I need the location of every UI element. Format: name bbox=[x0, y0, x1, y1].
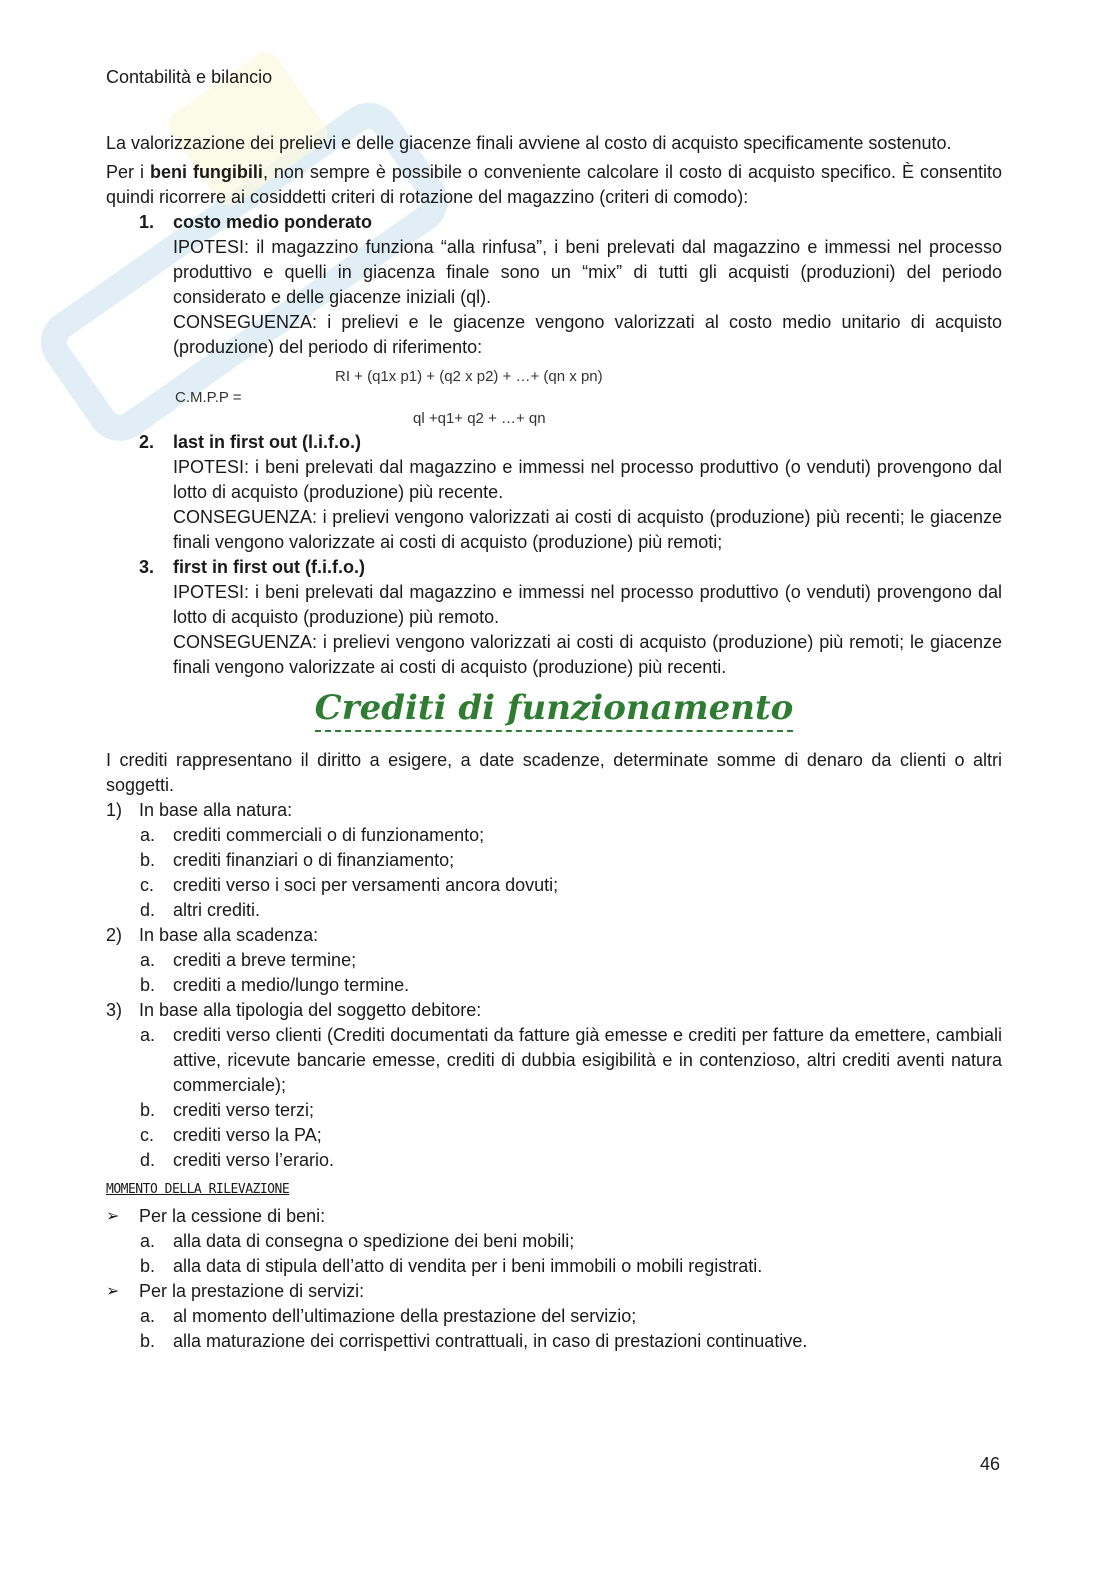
list-item: b. crediti finanziari o di finanziamento; bbox=[140, 850, 455, 870]
criterion-ipotesi: IPOTESI: il magazzino funziona “alla rinfusa”, i beni prelevati dal magazzino e immessi nel processo produttivo e quelli in giacenza finale sono un “mix” di tutti gli acquisti (produzioni) del periodo considerato e delle giacenze iniziali (ql). bbox=[173, 237, 1002, 307]
criterion-item: 1. costo medio ponderato IPOTESI: il magazzino funziona “alla rinfusa”, i beni prelevati dal magazzino e immessi nel processo produttivo e quelli in giacenza finale sono un “mix” di tutti gli acquisti (produzioni) del periodo considerato e delle giacenze iniziali (ql). CONSEGUENZA: i prelievi e le giacenze vengono valorizzati al costo medio unitario di acquisto (produzione) del periodo di riferimento: bbox=[106, 210, 1002, 360]
formula-label: C.M.P.P = bbox=[175, 389, 242, 406]
list-item: d. crediti verso l’erario. bbox=[140, 1150, 335, 1170]
list-item: a. alla data di consegna o spedizione dei beni mobili; bbox=[140, 1231, 575, 1251]
momento-heading: MOMENTO DELLA RILEVAZIONE bbox=[106, 1182, 290, 1197]
crediti-intro: I crediti rappresentano il diritto a esigere, a date scadenze, determinate somme di denaro da clienti o altri soggetti. bbox=[106, 750, 1002, 795]
section-title-wrap bbox=[106, 688, 1002, 738]
formula-numerator: RI + (q1x p1) + (q2 x p2) + …+ (qn x pn) bbox=[335, 368, 603, 385]
list-item: a. crediti commerciali o di funzionamento; bbox=[140, 825, 485, 845]
list-item: b. crediti a medio/lungo termine. bbox=[140, 975, 410, 995]
momento-item: ➢ Per la cessione di beni: bbox=[106, 1204, 1002, 1229]
classification-item: 1) In base alla natura: bbox=[106, 800, 293, 820]
list-item: b. crediti verso terzi; bbox=[140, 1100, 315, 1120]
momento-item: ➢ Per la prestazione di servizi: bbox=[106, 1279, 1002, 1304]
intro-paragraph-2: Per i beni fungibili, non sempre è possibile o conveniente calcolare il costo di acquisto specifico. È consentito quindi ricorrere ai cosiddetti criteri di rotazione del magazzino (criteri di comodo): bbox=[106, 162, 1003, 207]
criterion-conseguenza: CONSEGUENZA: i prelievi vengono valorizzati ai costi di acquisto (produzione) più recenti; le giacenze finali vengono valorizzate ai costi di acquisto (produzione) più remoti; bbox=[173, 507, 1002, 552]
criterion-ipotesi: IPOTESI: i beni prelevati dal magazzino e immessi nel processo produttivo (o venduti) provengono dal lotto di acquisto (produzione) più remoto. bbox=[173, 582, 1002, 627]
criterion-item: 2. last in first out (l.i.f.o.) IPOTESI: i beni prelevati dal magazzino e immessi nel processo produttivo (o venduti) provengono dal lotto di acquisto (produzione) più recente. CONSEGUENZA: i prelievi vengono valorizzati ai costi di acquisto (produzione) più recenti; le giacenze finali vengono valorizzate ai costi di acquisto (produzione) più remoti; bbox=[106, 430, 1002, 555]
classification-item: 2) In base alla scadenza: bbox=[106, 925, 319, 945]
list-item: d. altri crediti. bbox=[140, 900, 261, 920]
criterion-title: costo medio ponderato bbox=[173, 212, 373, 232]
list-item: b. alla maturazione dei corrispettivi contrattuali, in caso di prestazioni continuative. bbox=[140, 1331, 808, 1351]
list-item: a. crediti a breve termine; bbox=[140, 950, 357, 970]
list-item: c. crediti verso i soci per versamenti ancora dovuti; bbox=[140, 875, 559, 895]
momento-list bbox=[106, 1204, 1002, 1354]
criterion-title: first in first out (f.i.f.o.) bbox=[173, 557, 365, 577]
list-item: a. al momento dell’ultimazione della prestazione del servizio; bbox=[140, 1306, 637, 1326]
page-content bbox=[106, 131, 1002, 1354]
page-number: 46 bbox=[980, 1454, 1001, 1474]
list-item: c. crediti verso la PA; bbox=[140, 1125, 322, 1145]
list-item: a. crediti verso clienti (Crediti documentati da fatture già emesse e crediti per fatture da emettere, cambiali attive, ricevute bancarie emesse, crediti di dubbia esigibilità e in contenzioso, altri crediti aventi natura commerciale); bbox=[140, 1025, 1002, 1095]
criteria-list bbox=[106, 210, 1002, 680]
criterion-title: last in first out (l.i.f.o.) bbox=[173, 432, 361, 452]
page-header: Contabilità e bilancio bbox=[106, 67, 273, 87]
list-item: b. alla data di stipula dell’atto di vendita per i beni immobili o mobili registrati. bbox=[140, 1256, 763, 1276]
formula-denominator: ql +q1+ q2 + …+ qn bbox=[413, 410, 546, 427]
criterion-conseguenza: CONSEGUENZA: i prelievi vengono valorizzati ai costi di acquisto (produzione) più remoti; le giacenze finali vengono valorizzate ai costi di acquisto (produzione) più recenti. bbox=[173, 632, 1002, 677]
criterion-item: 3. first in first out (f.i.f.o.) IPOTESI: i beni prelevati dal magazzino e immessi nel processo produttivo (o venduti) provengono dal lotto di acquisto (produzione) più remoto. CONSEGUENZA: i prelievi vengono valorizzati ai costi di acquisto (produzione) più remoti; le giacenze finali vengono valorizzate ai costi di acquisto (produzione) più recenti. bbox=[106, 555, 1002, 680]
criterion-ipotesi: IPOTESI: i beni prelevati dal magazzino e immessi nel processo produttivo (o venduti) provengono dal lotto di acquisto (produzione) più recente. bbox=[173, 457, 1002, 502]
arrow-bullet-icon: ➢ bbox=[106, 1208, 120, 1225]
cmpp-formula bbox=[173, 364, 1002, 428]
classification-item: 3) In base alla tipologia del soggetto debitore: bbox=[106, 1000, 482, 1020]
bold-term: beni fungibili bbox=[149, 162, 263, 182]
intro-paragraph-1: La valorizzazione dei prelievi e delle giacenze finali avviene al costo di acquisto specificamente sostenuto. bbox=[106, 133, 952, 153]
criterion-conseguenza: CONSEGUENZA: i prelievi e le giacenze vengono valorizzati al costo medio unitario di acquisto (produzione) del periodo di riferimento: bbox=[173, 312, 1002, 357]
arrow-bullet-icon: ➢ bbox=[106, 1283, 120, 1300]
classification-list bbox=[106, 798, 1002, 1173]
section-title: Crediti di funzionamento bbox=[315, 688, 794, 732]
